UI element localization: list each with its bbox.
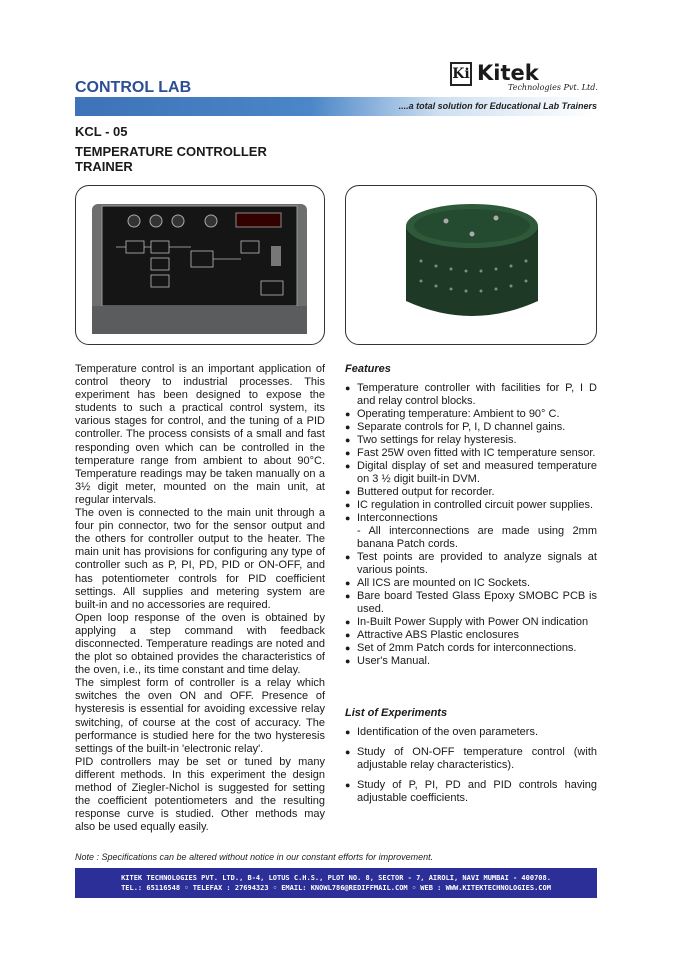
description-paragraph: The oven is connected to the main unit through a four pin connector, two for the sensor output and the others for controller output to the heater. The main unit has provisions for configuring any type of controller such as P, PI, PD, PID or ON-OFF, and has potentiometer controls for PID coefficient settings. All supplies and metering system are built-in and no accessories are required.	[75, 507, 325, 611]
model-number: KCL - 05	[75, 124, 128, 139]
feature-item: ● User's Manual.	[345, 655, 597, 668]
feature-item: ● Separate controls for P, I, D channel gains.	[345, 421, 597, 434]
feature-item: ● Operating temperature: Ambient to 90° C.	[345, 408, 597, 421]
features-heading: Features	[345, 363, 391, 375]
feature-item: ● Digital display of set and measured temperature on 3 ½ digit built-in DVM.	[345, 460, 597, 486]
feature-item: ● Test points are provided to analyze signals at various points.	[345, 551, 597, 577]
tagline: ....a total solution for Educational Lab Trainers	[398, 101, 597, 111]
brand-subtitle: Technologies Pvt. Ltd.	[508, 83, 598, 92]
feature-item: ● In-Built Power Supply with Power ON indication	[345, 616, 597, 629]
contact-footer	[75, 868, 597, 898]
feature-item: ● Two settings for relay hysteresis.	[345, 434, 597, 447]
brand-name: Kitek	[477, 61, 539, 85]
trainer-photo	[75, 185, 325, 345]
oven-photo	[345, 185, 597, 345]
kitek-logo	[450, 61, 598, 92]
feature-item: ● Fast 25W oven fitted with IC temperature sensor.	[345, 447, 597, 460]
feature-item: ● Bare board Tested Glass Epoxy SMOBC PCB is used.	[345, 590, 597, 616]
section-title: CONTROL LAB	[75, 79, 192, 96]
experiment-item: ● Study of ON-OFF temperature control (with adjustable relay characteristics).	[345, 746, 597, 772]
feature-item: ● Temperature controller with facilities for P, I D and relay control blocks.	[345, 382, 597, 408]
logo-mark: Ki	[450, 62, 472, 86]
feature-item: ● Set of 2mm Patch cords for interconnections.	[345, 642, 597, 655]
product-title	[75, 144, 315, 174]
feature-item: ● All ICS are mounted on IC Sockets.	[345, 577, 597, 590]
footer-contacts: TEL.: 65116548 ◦ TELEFAX : 27694323 ◦ EMAIL: KNOWL786@REDIFFMAIL.COM ◦ WEB : WWW.KITEKTECHNOLOGIES.COM	[121, 884, 551, 892]
feature-item: ● Attractive ABS Plastic enclosures	[345, 629, 597, 642]
description-paragraph: Open loop response of the oven is obtained by applying a step command with feedback disconnected. Temperature readings are noted and the plot so obtained provides the characteristics of the oven, i.e., its time constant and time delay.	[75, 611, 325, 677]
feature-item: ● Interconnections	[345, 512, 597, 525]
title-line: TEMPERATURE CONTROLLER	[75, 144, 267, 159]
features-section	[345, 363, 597, 668]
title-line: TRAINER	[75, 159, 133, 174]
experiments-section	[345, 707, 597, 812]
feature-item: ● IC regulation in controlled circuit power supplies.	[345, 499, 597, 512]
description-paragraph: Temperature control is an important application of control theory to industrial processes. This experiment has been designed to expose the students to such a practical control system, its various stages for control, and the tuning of a PID controller. The process consists of a small and fast responding oven which can be controlled in the temperature range from ambient to about 90°C. Temperature readings may be taken manually on a 3½ digit meter, mounted on the main unit, at regular intervals.	[75, 363, 325, 506]
experiments-heading: List of Experiments	[345, 707, 448, 719]
description-paragraph: The simplest form of controller is a relay which switches the oven ON and OFF. Presence of hysteresis is essential for avoiding excessive relay switching, of course at the cost of accuracy. The performance is studied here for the two hysteresis settings of the built-in 'electronic relay'.	[75, 677, 325, 755]
footer-address: KITEK TECHNOLOGIES PVT. LTD., B-4, LOTUS C.H.S., PLOT NO. 8, SECTOR - 7, AIROLI, NAVI MUMBAI - 400708.	[121, 874, 551, 882]
description-paragraph: PID controllers may be set or tuned by many different methods. In this experiment the design method of Ziegler-Nichol is suggested for setting the coefficient potentiometers and the resulting response curve is studied. Other methods may also be used equally easily.	[75, 755, 325, 834]
experiment-item: ● Identification of the oven parameters.	[345, 726, 597, 739]
experiment-item: ● Study of P, PI, PD and PID controls having adjustable coefficients.	[345, 779, 597, 805]
feature-item: ● Buttered output for recorder.	[345, 486, 597, 499]
feature-subitem: - All interconnections are made using 2mm banana Patch cords.	[357, 525, 597, 550]
description	[75, 363, 325, 834]
disclaimer-note: Note : Specifications can be altered without notice in our constant efforts for improvement.	[75, 852, 434, 862]
